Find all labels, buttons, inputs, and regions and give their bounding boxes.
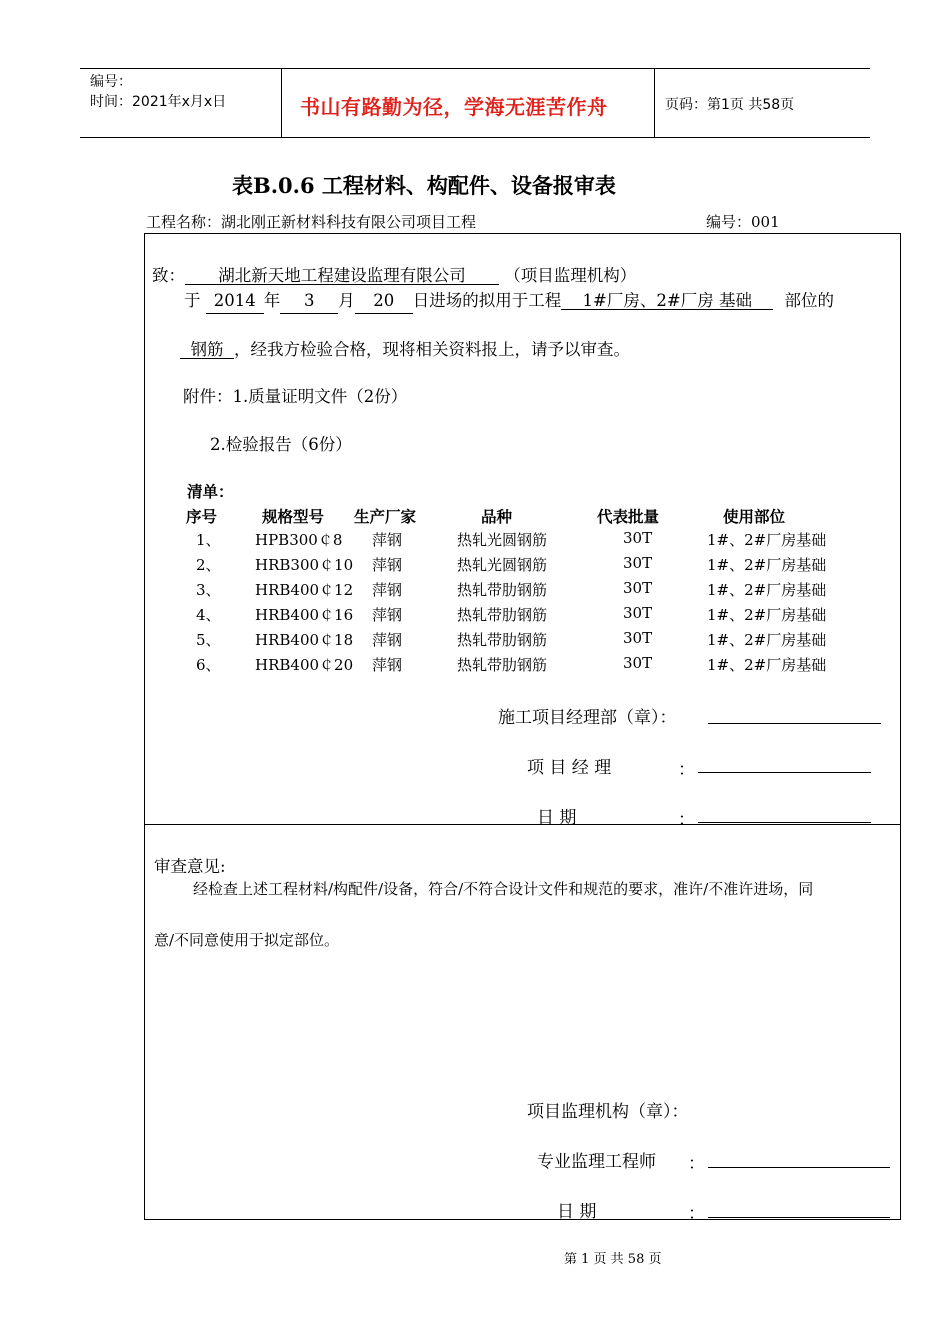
cell: 萍钢 bbox=[372, 531, 403, 549]
review-label: 审查意见: bbox=[154, 857, 226, 876]
list-label: 清单： bbox=[187, 483, 234, 501]
supervising-engineer-label: 专业监理工程师 bbox=[537, 1152, 656, 1172]
to-line bbox=[152, 262, 636, 286]
attachment-1: 附件：1.质量证明文件（2份） bbox=[183, 387, 408, 406]
cell: 30T bbox=[623, 654, 653, 672]
cell: 热轧带肋钢筋 bbox=[457, 656, 548, 674]
cell: 热轧光圆钢筋 bbox=[457, 556, 548, 574]
to-suffix: （项目监理机构） bbox=[504, 266, 637, 285]
serial-label: 编号： bbox=[90, 74, 132, 90]
cell: 1#、2#厂房基础 bbox=[707, 631, 827, 649]
to-label: 致： bbox=[152, 266, 185, 285]
to-org: 湖北新天地工程建设监理有限公司 bbox=[185, 262, 499, 285]
date-label: 日 期 bbox=[557, 1202, 597, 1222]
cell: HPB300￠8 bbox=[255, 531, 343, 549]
entry-pre: 于 bbox=[184, 291, 201, 310]
cell: 30T bbox=[623, 629, 653, 647]
cell: 6、 bbox=[196, 656, 221, 674]
cell: 5、 bbox=[196, 631, 221, 649]
year-unit: 年 bbox=[263, 291, 281, 310]
col-header: 规格型号 bbox=[262, 508, 325, 526]
colon: ： bbox=[678, 810, 695, 830]
contractor-stamp-label: 施工项目经理部（章）： bbox=[498, 708, 677, 728]
entry-post: 部位的 bbox=[784, 291, 834, 310]
cell: 4、 bbox=[196, 606, 221, 624]
cell: HRB400￠12 bbox=[255, 581, 354, 599]
colon: ： bbox=[688, 1204, 705, 1224]
project-manager-label: 项 目 经 理 bbox=[527, 758, 612, 778]
form-title: 表B.0.6 工程材料、构配件、设备报审表 bbox=[232, 173, 616, 198]
cell: 萍钢 bbox=[372, 581, 403, 599]
entry-year: 2014 bbox=[206, 291, 264, 314]
signature-line bbox=[698, 821, 871, 823]
motto: 书山有路勤为径，学海无涯苦作舟 bbox=[300, 95, 608, 119]
cell: 萍钢 bbox=[372, 556, 403, 574]
cell: 2、 bbox=[196, 556, 221, 574]
col-header: 品种 bbox=[481, 508, 513, 526]
date-label: 日 期 bbox=[537, 808, 577, 828]
signature-line bbox=[708, 722, 881, 724]
project-name: 工程名称：湖北刚正新材料科技有限公司项目工程 bbox=[146, 213, 477, 231]
cell: HRB400￠20 bbox=[255, 656, 354, 674]
cell: 30T bbox=[623, 604, 653, 622]
cell: 萍钢 bbox=[372, 631, 403, 649]
material: 钢筋 bbox=[180, 336, 234, 359]
cell: 30T bbox=[623, 554, 653, 572]
page-header bbox=[80, 68, 870, 138]
header-divider bbox=[654, 69, 655, 137]
cell: 1#、2#厂房基础 bbox=[707, 556, 827, 574]
cell: 热轧光圆钢筋 bbox=[457, 531, 548, 549]
signature-line bbox=[708, 1166, 890, 1168]
month-unit: 月 bbox=[338, 291, 355, 310]
cell: 热轧带肋钢筋 bbox=[457, 631, 548, 649]
cell: 萍钢 bbox=[372, 656, 403, 674]
page-info: 页码：第1页 共58页 bbox=[665, 97, 795, 113]
col-header: 生产厂家 bbox=[354, 508, 417, 526]
cell: 1#、2#厂房基础 bbox=[707, 531, 827, 549]
signature-line bbox=[698, 771, 871, 773]
col-header: 使用部位 bbox=[723, 508, 786, 526]
cell: 1#、2#厂房基础 bbox=[707, 581, 827, 599]
signature-line bbox=[708, 1216, 890, 1218]
cell: 萍钢 bbox=[372, 606, 403, 624]
col-header: 序号 bbox=[186, 508, 218, 526]
cell: 1#、2#厂房基础 bbox=[707, 606, 827, 624]
entry-day: 20 bbox=[355, 291, 413, 314]
cell: 30T bbox=[623, 529, 653, 547]
cell: 3、 bbox=[196, 581, 221, 599]
entry-month: 3 bbox=[280, 291, 338, 314]
cell: HRB400￠16 bbox=[255, 606, 354, 624]
project-part: 1#厂房、2#厂房 基础 bbox=[561, 287, 773, 310]
col-header: 代表批量 bbox=[597, 508, 660, 526]
form-number: 编号：001 bbox=[706, 213, 780, 231]
cell: HRB400￠18 bbox=[255, 631, 354, 649]
header-divider bbox=[281, 69, 282, 137]
cell: 1#、2#厂房基础 bbox=[707, 656, 827, 674]
cell: 30T bbox=[623, 579, 653, 597]
review-text-2: 意/不同意使用于拟定部位。 bbox=[154, 931, 340, 949]
material-line bbox=[180, 336, 630, 360]
cell: 热轧带肋钢筋 bbox=[457, 606, 548, 624]
cell: HRB300￠10 bbox=[255, 556, 354, 574]
cell: 热轧带肋钢筋 bbox=[457, 581, 548, 599]
material-post: ，经我方检验合格，现将相关资料报上，请予以审查。 bbox=[234, 340, 630, 359]
time-label: 时间：2021年x月x日 bbox=[90, 94, 227, 110]
page-footer: 第 1 页 共 58 页 bbox=[564, 1252, 662, 1267]
attachment-2: 2.检验报告（6份） bbox=[210, 435, 352, 454]
supervisor-stamp-label: 项目监理机构（章）： bbox=[527, 1102, 689, 1122]
colon: ： bbox=[678, 760, 695, 780]
cell: 1、 bbox=[196, 531, 221, 549]
entry-mid: 日进场的拟用于工程 bbox=[412, 291, 562, 310]
entry-line bbox=[184, 287, 834, 314]
colon: ： bbox=[688, 1154, 705, 1174]
review-text-1: 经检查上述工程材料/构配件/设备，符合/不符合设计文件和规范的要求，准许/不准许进场，同 bbox=[193, 880, 814, 898]
